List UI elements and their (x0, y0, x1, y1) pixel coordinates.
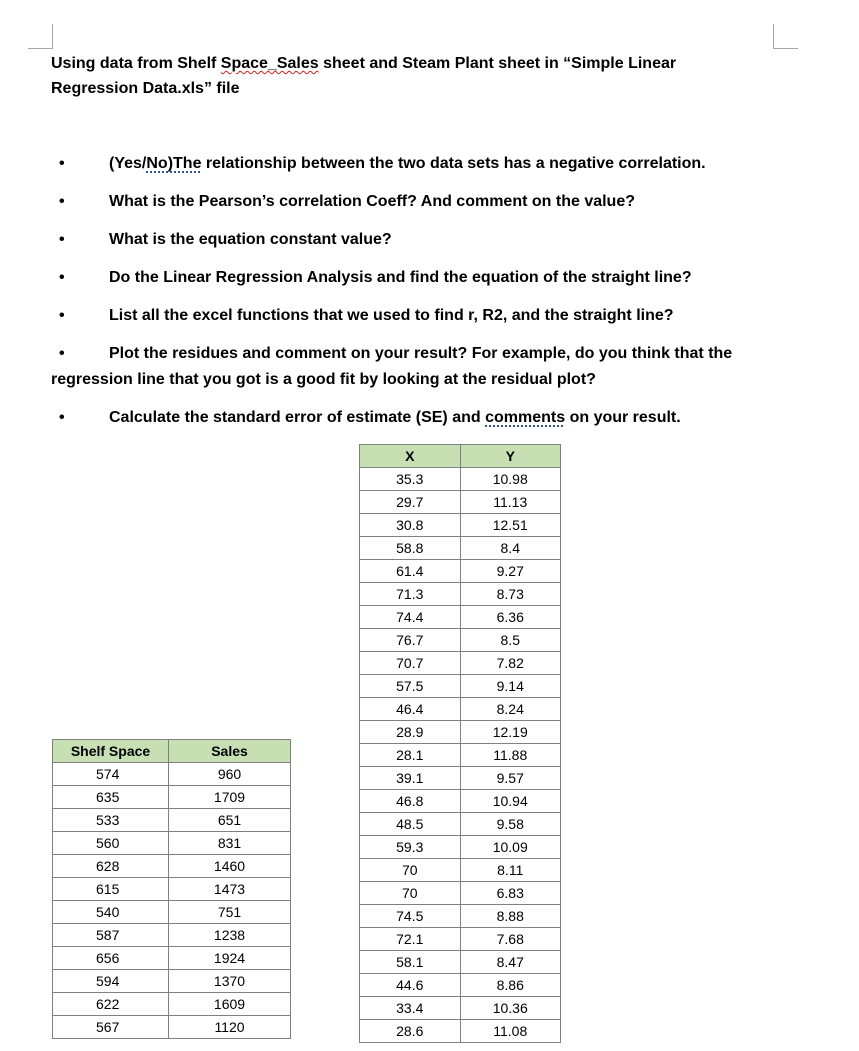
table-cell: 635 (53, 786, 169, 809)
table-row (53, 786, 291, 809)
table-cell: 33.4 (360, 997, 461, 1020)
bullet-icon (51, 189, 109, 215)
table-cell: 9.57 (460, 767, 561, 790)
table-cell: 46.4 (360, 698, 461, 721)
table-cell: 61.4 (360, 560, 461, 583)
table-row (360, 537, 561, 560)
question-3 (51, 227, 781, 253)
table-cell: 6.36 (460, 606, 561, 629)
table-cell: 651 (169, 809, 291, 832)
table-row (360, 652, 561, 675)
bullet-icon (51, 303, 109, 329)
table-row (360, 698, 561, 721)
table-cell: 574 (53, 763, 169, 786)
table-row (360, 859, 561, 882)
bullet-icon (51, 151, 109, 177)
table-row (53, 832, 291, 855)
column-header-x: X (360, 445, 461, 468)
table-cell: 70 (360, 859, 461, 882)
question-7 (51, 405, 781, 431)
table-row (53, 970, 291, 993)
table-cell: 74.4 (360, 606, 461, 629)
table-row (53, 763, 291, 786)
column-header-sales: Sales (169, 740, 291, 763)
table-cell: 28.1 (360, 744, 461, 767)
table-row (360, 583, 561, 606)
table-row (360, 997, 561, 1020)
q3-text: What is the equation constant value? (109, 231, 392, 248)
table-cell: 58.1 (360, 951, 461, 974)
table-cell: 8.4 (460, 537, 561, 560)
table-cell: 59.3 (360, 836, 461, 859)
table-cell: 71.3 (360, 583, 461, 606)
page-corner-mark-right (773, 24, 798, 49)
table-row (360, 767, 561, 790)
table-row (360, 491, 561, 514)
table-cell: 11.13 (460, 491, 561, 514)
table-cell: 1238 (169, 924, 291, 947)
table-cell: 70.7 (360, 652, 461, 675)
table-cell: 567 (53, 1016, 169, 1039)
table-row (53, 947, 291, 970)
question-2 (51, 189, 781, 215)
table-cell: 76.7 (360, 629, 461, 652)
table-cell: 7.82 (460, 652, 561, 675)
table-cell: 57.5 (360, 675, 461, 698)
table-row (360, 721, 561, 744)
table-cell: 70 (360, 882, 461, 905)
bullet-icon (51, 265, 109, 291)
page-corner-mark-left (28, 24, 53, 49)
q6-text: Plot the residues and comment on your result? For example, do you think that the regression line that you got is a good fit by looking at the residual plot? (51, 345, 733, 388)
q1-rest: relationship between the two data sets has a negative correlation. (201, 155, 706, 172)
table-cell: 8.11 (460, 859, 561, 882)
q7-prefix: Calculate the standard error of estimate (SE) and (109, 409, 486, 426)
intro-text-spellcheck: Space_Sales (220, 55, 319, 72)
table-cell: 9.27 (460, 560, 561, 583)
table-cell: 1120 (169, 1016, 291, 1039)
steam-plant-table (359, 444, 561, 1043)
table-row (360, 836, 561, 859)
table-row (53, 924, 291, 947)
table-row (360, 629, 561, 652)
table-cell: 540 (53, 901, 169, 924)
table-cell: 1609 (169, 993, 291, 1016)
table-cell: 30.8 (360, 514, 461, 537)
table-row (360, 675, 561, 698)
table-cell: 8.47 (460, 951, 561, 974)
table-row (360, 1020, 561, 1043)
table-cell: 8.86 (460, 974, 561, 997)
intro-paragraph (51, 51, 751, 101)
table-cell: 44.6 (360, 974, 461, 997)
table-row (360, 790, 561, 813)
table-cell: 656 (53, 947, 169, 970)
q2-text: What is the Pearson’s correlation Coeff? And comment on the value? (109, 193, 635, 210)
table-cell: 10.94 (460, 790, 561, 813)
table-cell: 35.3 (360, 468, 461, 491)
q7-rest: on your result. (565, 409, 681, 426)
table-cell: 622 (53, 993, 169, 1016)
table-row (360, 744, 561, 767)
table-cell: 831 (169, 832, 291, 855)
table-row (360, 514, 561, 537)
table-cell: 12.19 (460, 721, 561, 744)
table-cell: 560 (53, 832, 169, 855)
table-cell: 8.73 (460, 583, 561, 606)
shelf-space-sales-table (52, 739, 291, 1039)
table-cell: 28.6 (360, 1020, 461, 1043)
table-cell: 1460 (169, 855, 291, 878)
table-row (53, 855, 291, 878)
table-cell: 533 (53, 809, 169, 832)
table-cell: 10.98 (460, 468, 561, 491)
table-row (360, 560, 561, 583)
table-cell: 6.83 (460, 882, 561, 905)
table-row (360, 606, 561, 629)
q4-text: Do the Linear Regression Analysis and find the equation of the straight line? (109, 269, 692, 286)
table-cell: 1473 (169, 878, 291, 901)
q1-prefix: (Yes/ (109, 155, 147, 172)
question-1 (51, 151, 781, 177)
table-cell: 12.51 (460, 514, 561, 537)
table-cell: 1924 (169, 947, 291, 970)
table-cell: 8.88 (460, 905, 561, 928)
table-cell: 28.9 (360, 721, 461, 744)
table-cell: 615 (53, 878, 169, 901)
table-row (53, 809, 291, 832)
intro-text-3: sheet and Steam Plant sheet in “Simple Linear Regression Data.xls” file (51, 55, 677, 97)
question-5 (51, 303, 781, 329)
q1-grammar-mark: No)The (146, 155, 202, 172)
table-cell: 74.5 (360, 905, 461, 928)
table-cell: 594 (53, 970, 169, 993)
table-row (360, 974, 561, 997)
intro-text-1: Using data from Shelf (51, 55, 221, 72)
table-cell: 960 (169, 763, 291, 786)
bullet-icon (51, 405, 109, 431)
table-row (360, 951, 561, 974)
table-row (53, 993, 291, 1016)
table-row (53, 901, 291, 924)
table-cell: 7.68 (460, 928, 561, 951)
table-cell: 11.08 (460, 1020, 561, 1043)
bullet-icon (51, 227, 109, 253)
question-6 (51, 341, 781, 393)
table-cell: 39.1 (360, 767, 461, 790)
table-row (360, 813, 561, 836)
q5-text: List all the excel functions that we used to find r, R2, and the straight line? (109, 307, 674, 324)
table-row (53, 878, 291, 901)
table-cell: 10.36 (460, 997, 561, 1020)
q7-grammar-mark: comments (485, 409, 566, 426)
column-header-shelf-space: Shelf Space (53, 740, 169, 763)
table-cell: 9.14 (460, 675, 561, 698)
table-row (360, 468, 561, 491)
table-cell: 751 (169, 901, 291, 924)
table-cell: 8.24 (460, 698, 561, 721)
table-row (53, 1016, 291, 1039)
table-cell: 628 (53, 855, 169, 878)
table-row (360, 905, 561, 928)
table-cell: 9.58 (460, 813, 561, 836)
table-row (360, 928, 561, 951)
table-cell: 1370 (169, 970, 291, 993)
table-cell: 8.5 (460, 629, 561, 652)
column-header-y: Y (460, 445, 561, 468)
table-cell: 1709 (169, 786, 291, 809)
table-cell: 587 (53, 924, 169, 947)
table-cell: 11.88 (460, 744, 561, 767)
table-cell: 58.8 (360, 537, 461, 560)
table-cell: 29.7 (360, 491, 461, 514)
question-4 (51, 265, 781, 291)
table-cell: 48.5 (360, 813, 461, 836)
bullet-icon (51, 341, 109, 367)
table-cell: 46.8 (360, 790, 461, 813)
table-cell: 10.09 (460, 836, 561, 859)
table-row (360, 882, 561, 905)
table-cell: 72.1 (360, 928, 461, 951)
